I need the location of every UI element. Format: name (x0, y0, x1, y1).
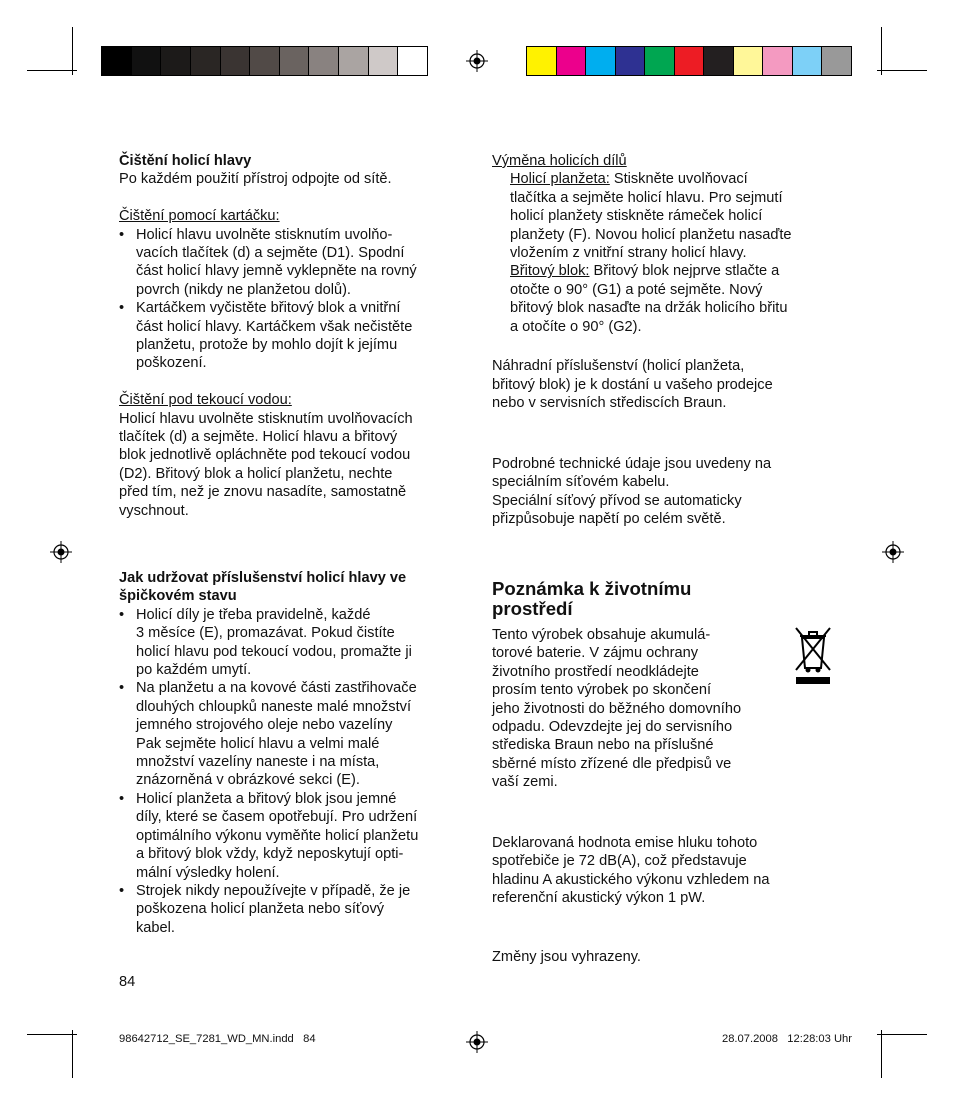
right-column (492, 152, 842, 413)
technical-data-text: Podrobné technické údaje jsou uvedeny na speciálním síťovém kabelu. Speciální síťový přívod se automaticky přizpůsobuje napětí po celém světě. (492, 456, 772, 528)
registration-mark-icon (466, 1031, 488, 1053)
foil-instructions: Holicí planžeta: Stiskněte uvolňovací tlačítka a sejměte holicí hlavu. Pro sejmutí holicí planžety stiskněte rámeček holicí planžety (F). Novou holicí planžetu nasaďte vložením z vnitřní strany holicí hlavy. (510, 171, 792, 262)
registration-mark-icon (50, 541, 72, 563)
color-swatch (280, 47, 310, 75)
color-swatch (398, 47, 427, 75)
page-number: 84 (119, 974, 136, 990)
color-swatch (132, 47, 162, 75)
color-swatch (763, 47, 793, 75)
list-item: • Holicí díly je třeba pravidelně, každé 3 měsíce (E), promazávat. Pokud čistíte holicí hlavu pod tekoucí vodou, promažte ji po každém umytí. (119, 606, 469, 680)
color-swatch (645, 47, 675, 75)
left-column (119, 152, 469, 520)
color-swatch (221, 47, 251, 75)
noise-text: Deklarovaná hodnota emise hluku tohoto spotřebiče je 72 dB(A), což představuje hladinu A akustického výkonu vzhledem na referenční akustický výkon 1 pW. (492, 835, 770, 907)
color-swatch (586, 47, 616, 75)
environment-text: Tento výrobek obsahuje akumulá- torové baterie. V zájmu ochrany životního prostředí neodkládejte prosím tento výrobek po skončení jeho životnosti do běžného domovního odpadu. Odevzdejte jej do servisního střediska Braun nebo na příslušné sběrné místo zřízené dle předpisů ve vaší zemi. (492, 627, 742, 791)
color-swatch (369, 47, 399, 75)
maintenance-title: Jak udržovat příslušenství holicí hlavy ve špičkovém stavu (119, 570, 407, 605)
color-swatch (339, 47, 369, 75)
brush-cleaning-heading: Čištění pomocí kartáčku: (119, 208, 280, 225)
color-swatch (527, 47, 557, 75)
list-item: • Holicí hlavu uvolněte stisknutím uvolňo- vacích tlačítek (d) a sejměte (D1). Spodní část holicí hlavy jemně vyklepněte na rovný povrch (nikdy ne planžetou dolů). (119, 226, 469, 300)
color-swatch (309, 47, 339, 75)
left-column-lower (119, 569, 469, 937)
list-item: • Holicí planžeta a břitový blok jsou jemné díly, které se časem opotřebují. Pro udržení optimálního výkonu vyměňte holicí planžetu a břitový blok vždy, když neposkytují opti- mální výsledky holení. (119, 790, 469, 882)
color-swatch (675, 47, 705, 75)
color-swatch (557, 47, 587, 75)
color-swatch (616, 47, 646, 75)
technical-data-block (492, 455, 842, 529)
crossed-out-bin-icon (792, 624, 834, 686)
environment-block (492, 579, 842, 792)
parts-replacement-heading: Výměna holicích dílů (492, 153, 627, 169)
color-swatch (704, 47, 734, 75)
process-color-bar (526, 46, 852, 76)
list-item: • Na planžetu a na kovové části zastřihovače dlouhých chloupků naneste malé množství jemného strojového oleje nebo vazelíny Pak sejměte holicí hlavu a velmi malé množství vazelíny naneste i na místa, znázorněná v obrázkové sekci (E). (119, 679, 469, 789)
changes-note: Změny jsou vyhrazeny. (492, 949, 641, 965)
color-swatch (734, 47, 764, 75)
parts-replacement-body (492, 170, 842, 336)
list-item: • Strojek nikdy nepoužívejte v případě, že je poškozena holicí planžeta nebo síťový kabel. (119, 882, 469, 937)
color-swatch (793, 47, 823, 75)
cleaning-title: Čištění holicí hlavy (119, 153, 252, 169)
footer-file-info: 98642712_SE_7281_WD_MN.indd 84 (119, 1033, 316, 1045)
list-item: • Kartáčkem vyčistěte břitový blok a vnitřní část holicí hlavy. Kartáčkem však nečistěte planžetu, protože by mohlo dojít k jejímu poškození. (119, 299, 469, 373)
color-swatch (102, 47, 132, 75)
water-cleaning-heading: Čištění pod tekoucí vodou: (119, 392, 292, 409)
registration-mark-icon (882, 541, 904, 563)
cleaning-intro: Po každém použití přístroj odpojte od sítě. (119, 171, 392, 188)
spare-parts-text: Náhradní příslušenství (holicí planžeta, břitový blok) je k dostání u vašeho prodejce nebo v servisních střediscích Braun. (492, 358, 773, 412)
color-swatch (191, 47, 221, 75)
color-swatch (250, 47, 280, 75)
color-swatch (822, 47, 851, 75)
noise-block (492, 834, 842, 908)
grayscale-color-bar (101, 46, 428, 76)
environment-title: Poznámka k životnímu prostředí (492, 578, 692, 619)
color-swatch (161, 47, 191, 75)
brush-cleaning-list (119, 226, 469, 373)
footer-timestamp: 28.07.2008 12:28:03 Uhr (721, 1033, 852, 1045)
cutter-instructions: Břitový blok: Břitový blok nejprve stlačte a otočte o 90° (G1) a poté sejměte. Nový břitový blok nasaďte na držák holicího břitu a otočíte o 90° (G2). (510, 263, 788, 335)
maintenance-list (119, 606, 469, 937)
water-cleaning-text: Holicí hlavu uvolněte stisknutím uvolňovacích tlačítek (d) a sejměte. Holicí hlavu a břitový blok jednotlivě opláchněte pod tekoucí vodou (D2). Břitový blok a holicí planžetu, nechte před tím, než je znovu nasadíte, samostatně vyschnout. (119, 410, 413, 519)
registration-mark-icon (466, 50, 488, 72)
